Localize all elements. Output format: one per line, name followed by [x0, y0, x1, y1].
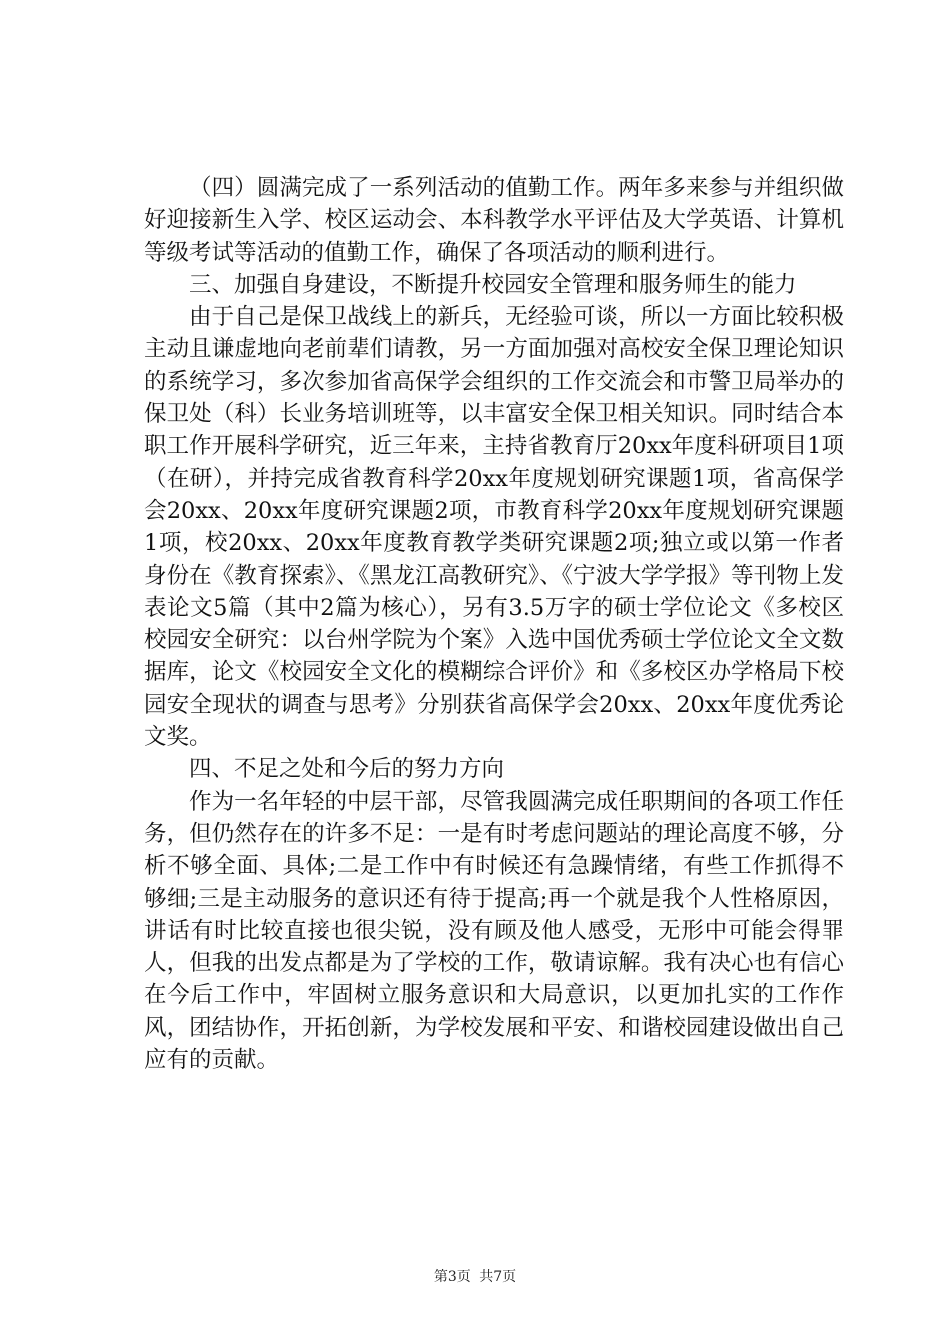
page-total: 共7页 — [479, 1269, 517, 1285]
paragraph-research: 由于自己是保卫战线上的新兵，无经验可谈，所以一方面比较积极主动且谦虚地向老前辈们请教，另一方面加强对高校安全保卫理论知识的系统学习，多次参加省高保学会组织的工作交流会和市警卫局举办的保卫处（科）长业务培训班等，以丰富安全保卫相关知识。同时结合本职工作开展科学研究，近三年来，主持省教育厅20xx年度科研项目1项（在研），并持完成省教育科学20xx年度规划研究课题1项，省高保学会20xx、20xx年度研究课题2项，市教育科学20xx年度规划研究课题1项，校20xx、20xx年度教育教学类研究课题2项;独立或以第一作者身份在《教育探索》、《黑龙江高教研究》、《宁波大学学报》等刊物上发表论文5篇（其中2篇为核心），另有3.5万字的硕士学位论文《多校区校园安全研究：以台州学院为个案》入选中国优秀硕士学位论文全文数据库，论文《校园安全文化的模糊综合评价》和《多校区办学格局下校园安全现状的调查与思考》分别获省高保学会20xx、20xx年度优秀论文奖。 — [144, 304, 844, 751]
page-number: 第3页 — [433, 1269, 471, 1285]
document-body — [144, 172, 844, 1076]
section-heading-self-improvement: 三、加强自身建设，不断提升校园安全管理和服务师生的能力 — [189, 271, 797, 298]
page-footer — [0, 1268, 950, 1286]
paragraph-shortcomings: 作为一名年轻的中层干部，尽管我圆满完成任职期间的各项工作任务，但仍然存在的许多不足：一是有时考虑问题站的理论高度不够，分析不够全面、具体;二是工作中有时候还有急躁情绪，有些工作抓得不够细;三是主动服务的意识还有待于提高;再一个就是我个人性格原因，讲话有时比较直接也很尖锐，没有顾及他人感受，无形中可能会得罪人，但我的出发点都是为了学校的工作，敬请谅解。我有决心也有信心在今后工作中，牢固树立服务意识和大局意识，以更加扎实的工作作风，团结协作，开拓创新，为学校发展和平安、和谐校园建设做出自己应有的贡献。 — [144, 788, 844, 1074]
paragraph-duty-work: （四）圆满完成了一系列活动的值勤工作。两年多来参与并组织做好迎接新生入学、校区运动会、本科教学水平评估及大学英语、计算机等级考试等活动的值勤工作，确保了各项活动的顺利进行。 — [144, 175, 844, 266]
section-heading-shortcomings: 四、不足之处和今后的努力方向 — [189, 756, 505, 783]
